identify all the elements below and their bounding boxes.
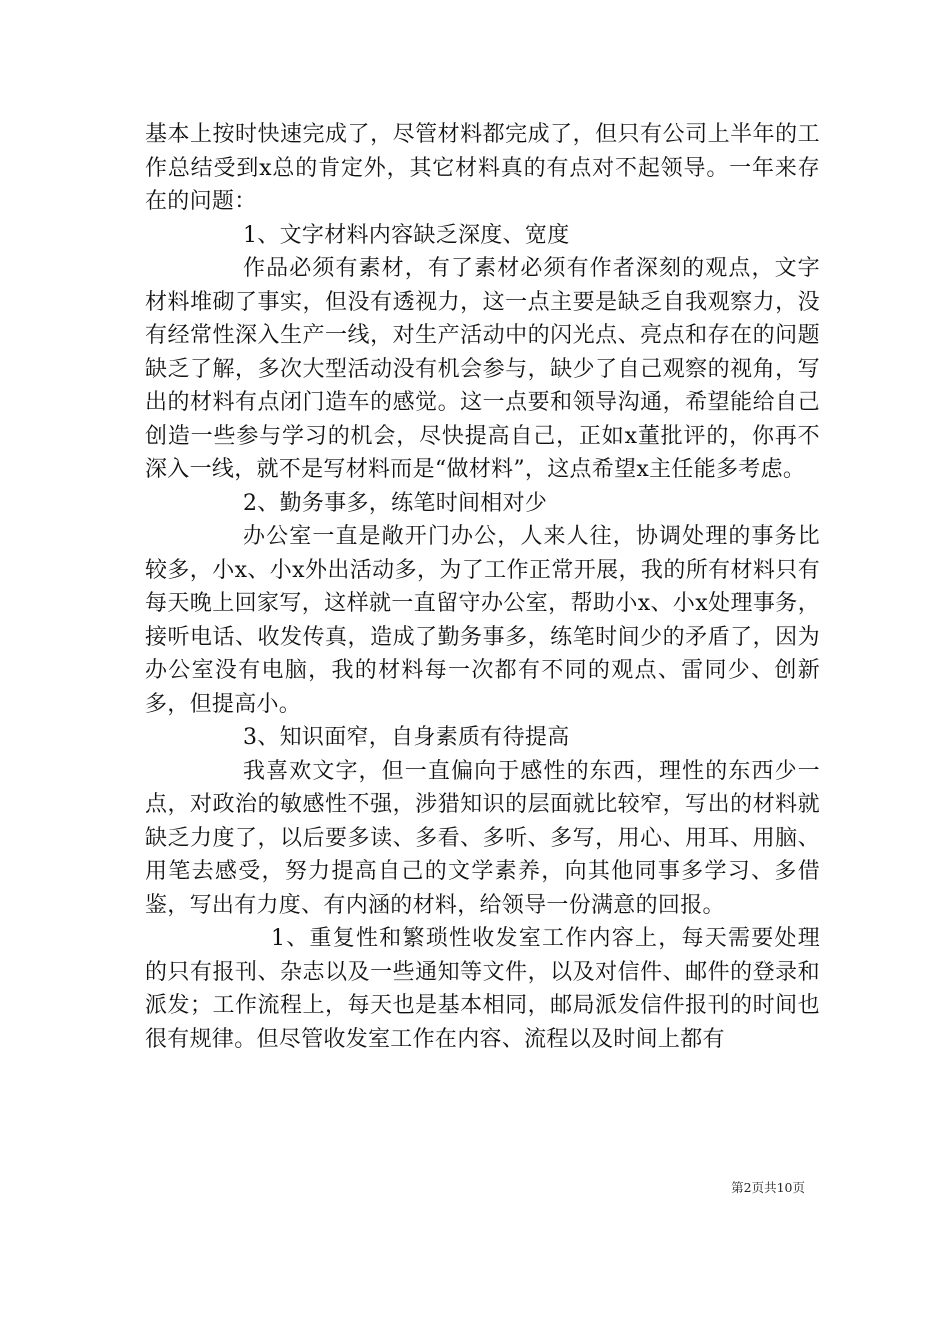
- paragraph-item-2: 办公室一直是敞开门办公，人来人往，协调处理的事务比较多，小x、小x外出活动多，为了工作正常开展，我的所有材料只有每天晚上回家写，这样就一直留守办公室，帮助小x、小x处理事务，接听电话、收发传真，造成了勤务事多，练笔时间少的矛盾了，因为办公室没有电脑，我的材料每一次都有不同的观点、雷同少、创新多，但提高小。: [145, 524, 820, 717]
- paragraph-intro: 基本上按时快速完成了，尽管材料都完成了，但只有公司上半年的工作总结受到x总的肯定外，其它材料真的有点对不起领导。一年来存在的问题：: [145, 122, 820, 214]
- paragraph-item-1: 作品必须有素材，有了素材必须有作者深刻的观点，文字材料堆砌了事实，但没有透视力，这一点主要是缺乏自我观察力，没有经常性深入生产一线，对生产活动中的闪光点、亮点和存在的问题缺乏了解，多次大型活动没有机会参与，缺少了自己观察的视角，写出的材料有点闭门造车的感觉。这一点要和领导沟通，希望能给自己创造一些参与学习的机会，尽快提高自己，正如x董批评的，你再不深入一线，就不是写材料而是“做材料”，这点希望x主任能多考虑。: [145, 256, 820, 482]
- heading-item-3: 3、知识面窄，自身素质有待提高: [243, 725, 570, 750]
- heading-item-2: 2、勤务事多，练笔时间相对少: [243, 490, 548, 516]
- heading-item-1: 1、文字材料内容缺乏深度、宽度: [243, 222, 570, 248]
- document-body: [145, 118, 820, 1056]
- page-number: 第2页共10页: [731, 1180, 805, 1195]
- paragraph-mailroom: 1、重复性和繁琐性收发室工作内容上，每天需要处理的只有报刊、杂志以及一些通知等文件，以及对信件、邮件的登录和派发；工作流程上，每天也是基本相同，邮局派发信件报刊的时间也很有规律。但尽管收发室工作在内容、流程以及时间上都有: [145, 926, 820, 1052]
- paragraph-item-3: 我喜欢文字，但一直偏向于感性的东西，理性的东西少一点，对政治的敏感性不强，涉猎知识的层面就比较窄，写出的材料就缺乏力度了，以后要多读、多看、多听、多写，用心、用耳、用脑、用笔去感受，努力提高自己的文学素养，向其他同事多学习、多借鉴，写出有力度、有内涵的材料，给领导一份满意的回报。: [145, 758, 820, 918]
